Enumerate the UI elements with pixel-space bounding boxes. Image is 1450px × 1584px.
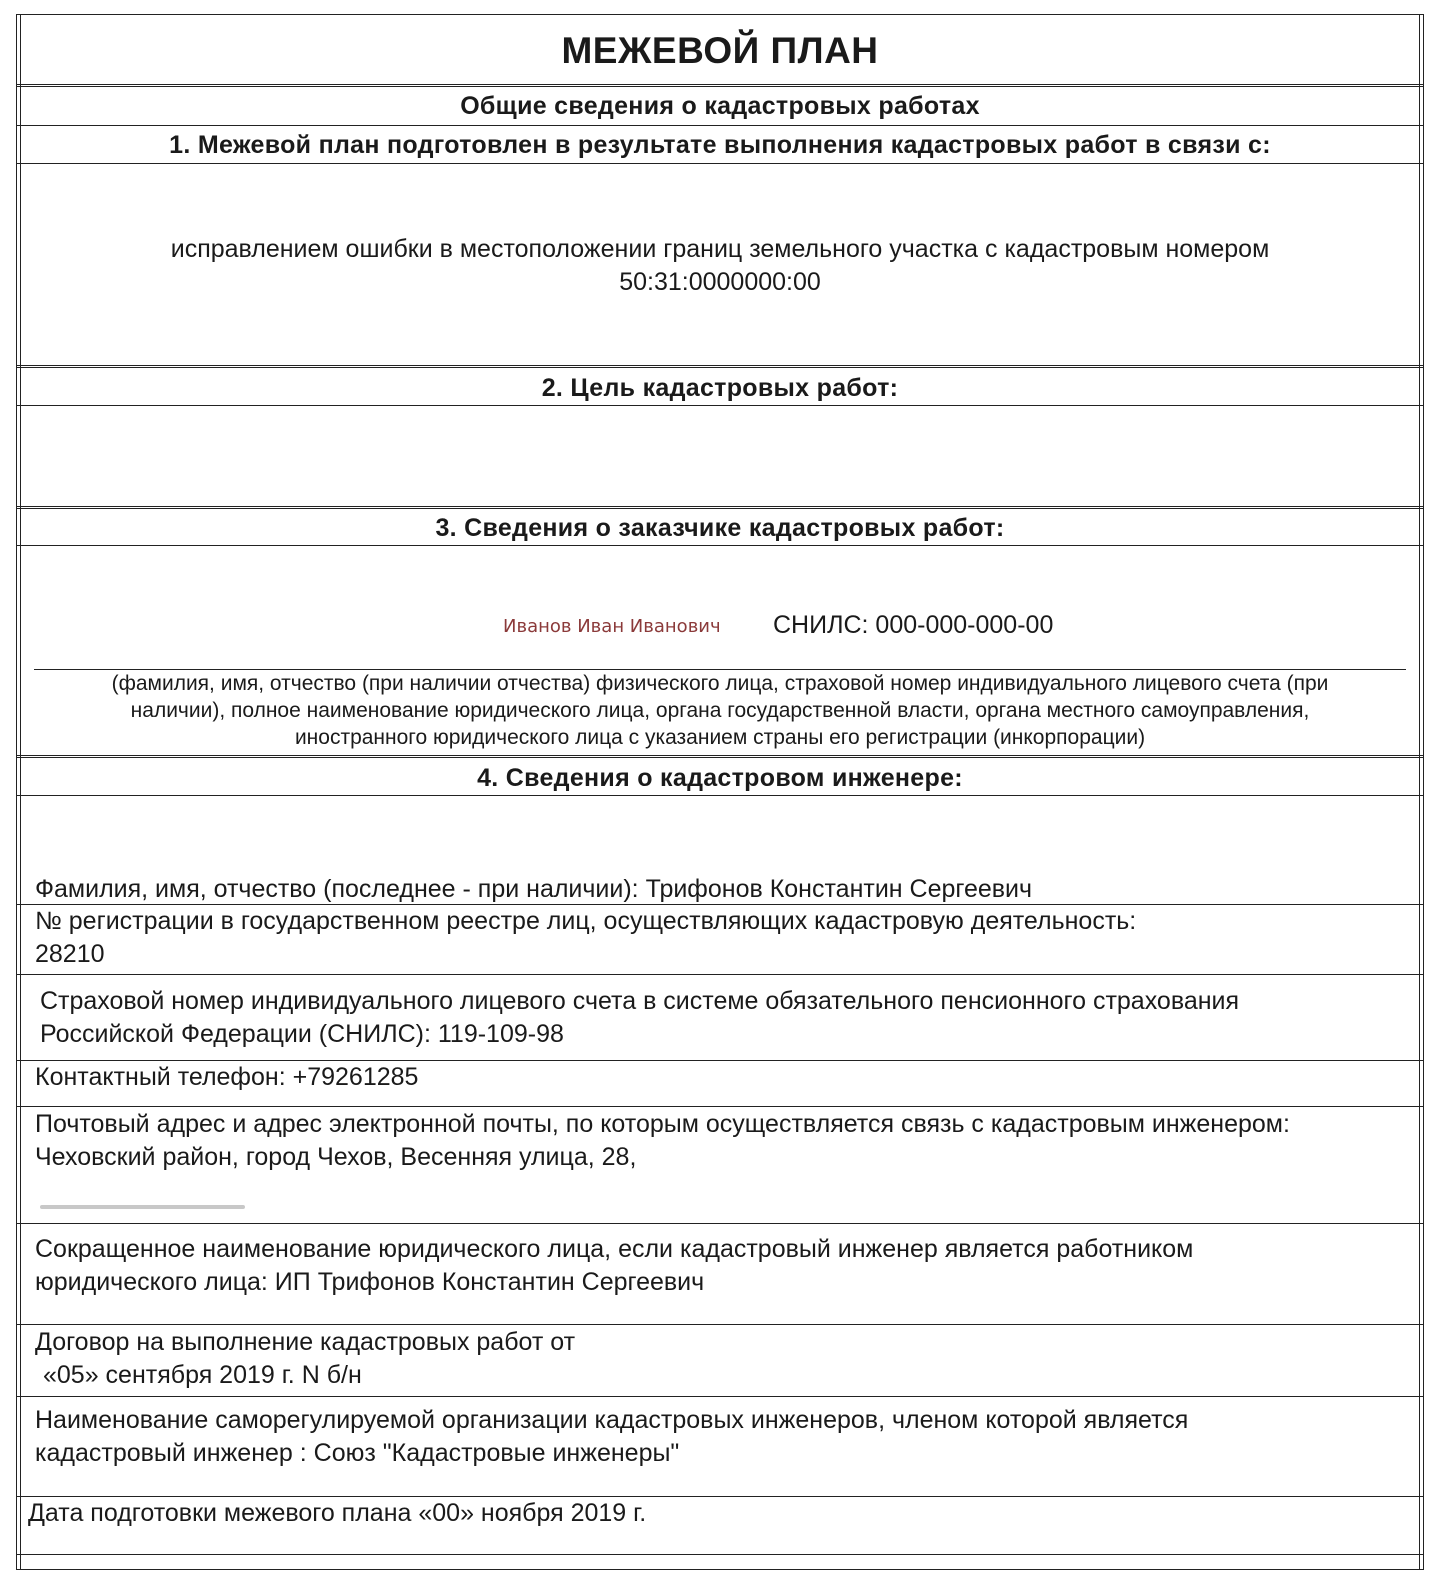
divider bbox=[16, 795, 1424, 796]
divider bbox=[16, 84, 1424, 87]
section1-heading: 1. Межевой план подготовлен в результате выполнения кадастровых работ в связи с: bbox=[169, 131, 1271, 159]
section1-cadastral-number: 50:31:0000000:00 bbox=[619, 268, 821, 296]
customer-snils: СНИЛС: 000-000-000-00 bbox=[773, 611, 1054, 639]
organization-value: юридического лица: ИП Трифонов Константин Сергеевич bbox=[35, 1268, 705, 1296]
customer-note-line2: наличии), полное наименование юридического лица, органа государственной власти, органа местного самоуправления, bbox=[130, 699, 1310, 722]
sro-value: кадастровый инженер : Союз "Кадастровые инженеры" bbox=[35, 1439, 680, 1467]
section1-text-line1: исправлением ошибки в местоположении границ земельного участка с кадастровым номером bbox=[170, 235, 1270, 263]
divider bbox=[16, 405, 1424, 406]
divider bbox=[16, 1060, 1424, 1061]
engineer-fio: Фамилия, имя, отчество (последнее - при наличии): Трифонов Константин Сергеевич bbox=[35, 875, 1033, 903]
divider bbox=[16, 163, 1424, 164]
customer-note-line3: иностранного юридического лица с указанием страны его регистрации (инкорпорации) bbox=[294, 726, 1146, 749]
contract-value: «05» сентября 2019 г. N б/н bbox=[43, 1361, 362, 1389]
divider bbox=[16, 365, 1424, 368]
general-heading: Общие сведения о кадастровых работах bbox=[460, 92, 980, 120]
divider bbox=[16, 1496, 1424, 1497]
divider bbox=[16, 974, 1424, 975]
divider bbox=[16, 1106, 1424, 1107]
section2-heading: 2. Цель кадастровых работ: bbox=[541, 374, 899, 402]
contact-phone: Контактный телефон: +79261285 bbox=[35, 1063, 419, 1091]
divider bbox=[16, 125, 1424, 126]
customer-note-line1: (фамилия, имя, отчество (при наличии отчества) физического лица, страховой номер индивидуального лицевого счета (при bbox=[111, 672, 1329, 695]
section4-heading: 4. Сведения о кадастровом инженере: bbox=[477, 764, 963, 792]
blurred-email bbox=[40, 1205, 245, 1209]
registration-label: № регистрации в государственном реестре лиц, осуществляющих кадастровую деятельность: bbox=[35, 907, 1137, 935]
divider bbox=[16, 545, 1424, 546]
divider bbox=[16, 506, 1424, 509]
divider bbox=[16, 904, 1424, 905]
document-title: МЕЖЕВОЙ ПЛАН bbox=[561, 30, 879, 71]
engineer-snils-line1: Страховой номер индивидуального лицевого счета в системе обязательного пенсионного страхования bbox=[40, 987, 1240, 1015]
registration-number: 28210 bbox=[35, 940, 105, 968]
organization-label: Сокращенное наименование юридического лица, если кадастровый инженер является работником bbox=[35, 1235, 1194, 1263]
address-label: Почтовый адрес и адрес электронной почты, по которым осуществляется связь с кадастровым инженером: bbox=[35, 1110, 1290, 1138]
preparation-date: Дата подготовки межевого плана «00» ноября 2019 г. bbox=[28, 1499, 647, 1527]
divider bbox=[16, 755, 1424, 758]
divider bbox=[16, 1554, 1424, 1555]
section3-heading: 3. Сведения о заказчике кадастровых работ: bbox=[435, 514, 1005, 542]
sro-label: Наименование саморегулируемой организации кадастровых инженеров, членом которой является bbox=[35, 1406, 1189, 1434]
contract-label: Договор на выполнение кадастровых работ от bbox=[35, 1328, 576, 1356]
engineer-snils-line2: Российской Федерации (СНИЛС): 119-109-98 bbox=[40, 1020, 564, 1048]
customer-name: Иванов Иван Иванович bbox=[503, 616, 721, 637]
customer-underline bbox=[34, 669, 1406, 670]
divider bbox=[16, 1223, 1424, 1224]
address-value: Чеховский район, город Чехов, Весенняя улица, 28, bbox=[35, 1143, 637, 1171]
divider bbox=[16, 1324, 1424, 1325]
divider bbox=[16, 1396, 1424, 1397]
